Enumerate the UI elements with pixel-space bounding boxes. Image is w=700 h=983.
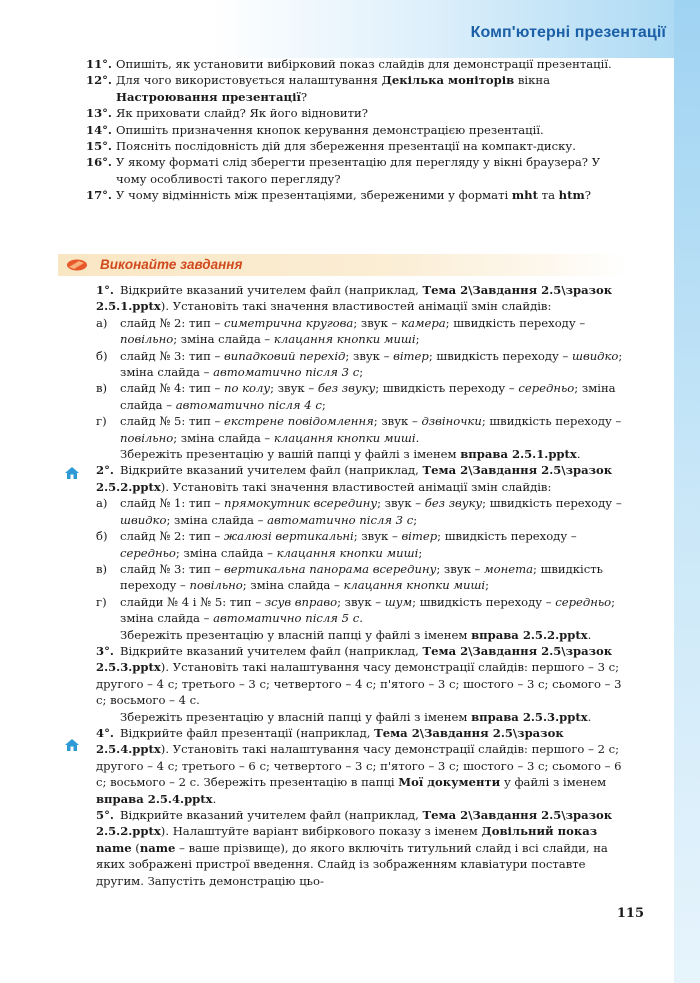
tasks-banner-title: Виконайте завдання	[100, 257, 243, 272]
task-item: 3°. Відкрийте вказаний учителем файл (наприклад, Тема 2\Завдання 2.5\зразок 2.5.3.pptx). Установіть такі налаштування часу демонстрації слайдів: першого – 3 с; другого – 4 с; третього – 3 с; четвертого – 4 с; п'ятого – 3 с; шостого – 3 с; сьомого – 3 с; восьмого – 4 с.	[96, 643, 622, 708]
tasks-list	[96, 282, 626, 889]
questions-list	[86, 56, 626, 204]
task-subitem: б) слайд № 2: тип – жалюзі вертикальні; звук – вітер; швидкість переходу – середньо; зміна слайда – клацання кнопки миші;	[96, 529, 577, 560]
task-subitem: г) слайд № 5: тип – екстрене повідомлення; звук – дзвіночки; швидкість переходу – повільно; зміна слайда – клацання кнопки миші.	[96, 414, 622, 445]
task-subitem: в) слайд № 4: тип – по колу; звук – без звуку; швидкість переходу – середньо; зміна слайда – автоматично після 4 с;	[96, 381, 616, 412]
task-save-line: Збережіть презентацію у власній папці у файлі з іменем вправа 2.5.2.pptx.	[120, 627, 592, 642]
task-item: 1°. Відкрийте вказаний учителем файл (наприклад, Тема 2\Завдання 2.5\зразок 2.5.1.pptx). Установіть такі значення властивостей анімації змін слайдів:	[96, 283, 613, 314]
task-subitem: а) слайд № 2: тип – симетрична кругова; звук – камера; швидкість переходу – повільно; зміна слайда – клацання кнопки миші;	[96, 315, 586, 347]
page-number: 115	[616, 906, 644, 921]
chapter-title: Комп'ютерні презентації	[470, 24, 666, 41]
question-item: 12°. Для чого використовується налаштування Декілька моніторів вікна Настроювання презентації?	[86, 73, 550, 104]
question-item: 14°. Опишіть призначення кнопок керування демонстрацією презентації.	[86, 122, 544, 137]
task-item: 5°. Відкрийте вказаний учителем файл (наприклад, Тема 2\Завдання 2.5\зразок 2.5.2.pptx). Налаштуйте варіант вибіркового показу з іменем Довільний показ name (name – ваше прізвище), до якого включіть титульний слайд і всі слайди, на яких зображені пристрої введення. Слайд із зображенням клавіатури поставте другим. Запустіть демонстрацію цьо-	[96, 808, 613, 888]
task-item: 4°. Відкрийте файл презентації (наприклад, Тема 2\Завдання 2.5\зразок 2.5.4.pptx). Установіть такі налаштування часу демонстрації слайдів: першого – 2 с; другого – 4 с; третього – 6 с; четвертого – 3 с; п'ятого – 3 с; шостого – 3 с; сьомого – 6 с; восьмого – 2 с. Збережіть презентацію в папці Мої документи у файлі з іменем вправа 2.5.4.pptx.	[96, 725, 622, 806]
side-color-strip	[674, 0, 700, 983]
question-item: 13°. Як приховати слайд? Як його відновити?	[86, 106, 368, 121]
question-item: 16°. У якому форматі слід зберегти презентацію для перегляду у вікні браузера? У чому особливості такого перегляду?	[86, 155, 601, 186]
home-task-icon	[64, 466, 80, 480]
pencil-icon	[66, 258, 88, 272]
task-subitem: в) слайд № 3: тип – вертикальна панорама всередину; звук – монета; швидкість переходу – повільно; зміна слайда – клацання кнопки миші;	[96, 561, 603, 593]
task-item: 2°. Відкрийте вказаний учителем файл (наприклад, Тема 2\Завдання 2.5\зразок 2.5.2.pptx). Установіть такі значення властивостей анімації змін слайдів:	[96, 463, 613, 494]
home-task-icon	[64, 738, 80, 752]
task-subitem: а) слайд № 1: тип – прямокутник всередину; звук – без звуку; швидкість переходу – швидко; зміна слайда – автоматично після 3 с;	[96, 496, 622, 527]
task-subitem: б) слайд № 3: тип – випадковий перехід; звук – вітер; швидкість переходу – швидко; зміна слайда – автоматично після 3 с;	[96, 348, 623, 380]
task-save-line: Збережіть презентацію у власній папці у файлі з іменем вправа 2.5.3.pptx.	[120, 709, 592, 724]
question-item: 11°. Опишіть, як установити вибірковий показ слайдів для демонстрації презентації.	[86, 57, 612, 71]
question-item: 15°. Поясніть послідовність дій для збереження презентації на компакт-диску.	[86, 139, 576, 154]
task-subitem: г) слайди № 4 і № 5: тип – зсув вправо; звук – шум; швидкість переходу – середньо; зміна слайда – автоматично після 5 с.	[96, 594, 616, 626]
task-save-line: Збережіть презентацію у вашій папці у файлі з іменем вправа 2.5.1.pptx.	[120, 447, 581, 462]
question-item: 17°. У чому відмінність між презентаціями, збереженими у форматі mht та htm?	[86, 188, 591, 203]
